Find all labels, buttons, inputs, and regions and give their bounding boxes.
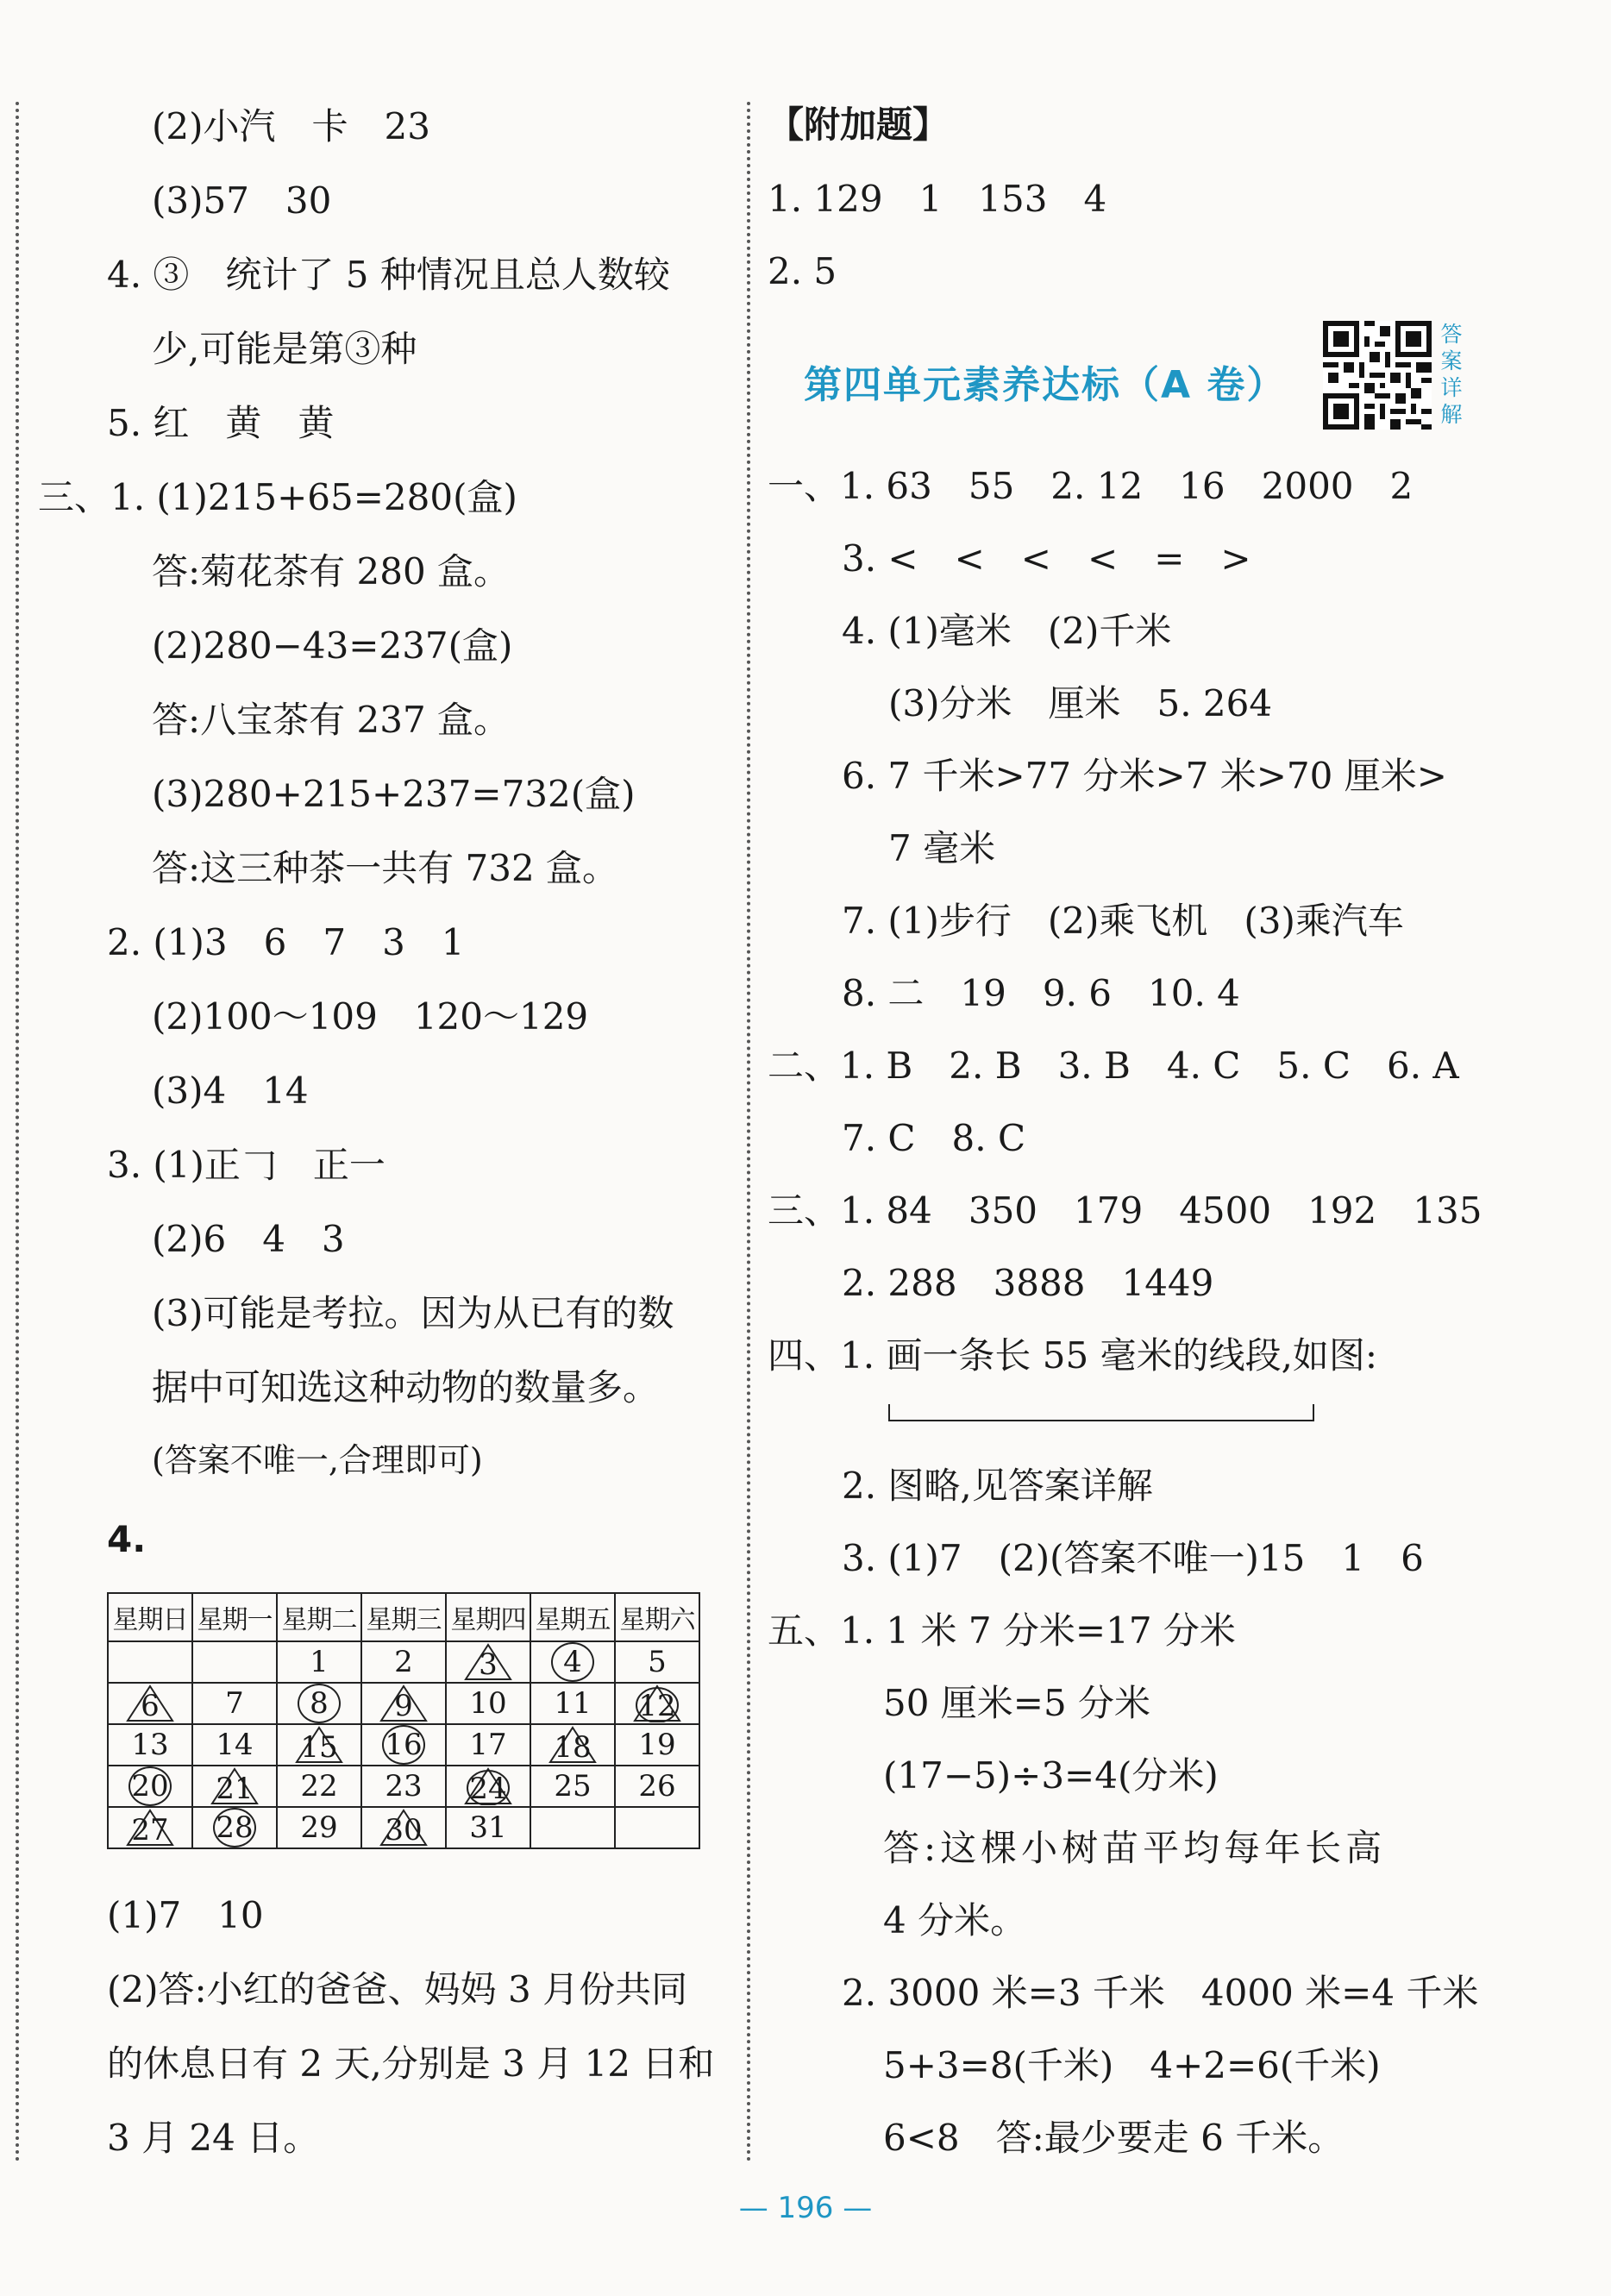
- qr-caption-char: 案: [1440, 348, 1463, 373]
- calendar-table: [107, 1592, 700, 1849]
- answer-line: 的休息日有 2 天,分别是 3 月 12 日和: [107, 2042, 715, 2085]
- calendar-day: 1: [277, 1641, 361, 1683]
- answer-line: (3)57 30: [152, 179, 332, 222]
- answer-line: 5. 红 黄 黄: [107, 402, 335, 444]
- answer-line: (3)280+215+237=732(盒): [152, 773, 636, 815]
- answer-line: 一、1. 63 55 2. 12 16 2000 2: [768, 465, 1414, 507]
- calendar-day-number: 9: [394, 1688, 413, 1723]
- answer-line: 四、1. 画一条长 55 毫米的线段,如图:: [768, 1334, 1378, 1377]
- triangle-mark: [379, 1684, 428, 1722]
- answer-line: 4.: [107, 1518, 147, 1560]
- answer-line: (2)答:小红的爸爸、妈妈 3 月份共同: [107, 1968, 688, 2011]
- calendar-body: [108, 1641, 699, 1848]
- answer-line: (3)4 14: [152, 1070, 309, 1112]
- calendar-day: [277, 1724, 361, 1766]
- calendar-day-number: 12: [638, 1688, 676, 1723]
- answer-line: 据中可知选这种动物的数量多。: [152, 1366, 660, 1408]
- calendar-header: 星期四: [446, 1593, 530, 1641]
- circle-mark: 28: [213, 1808, 256, 1847]
- calendar-day: [615, 1807, 699, 1848]
- calendar-day: [530, 1807, 615, 1848]
- calendar-header: 星期六: [615, 1593, 699, 1641]
- calendar-row: [108, 1807, 699, 1848]
- answer-line: 二、1. B 2. B 3. B 4. C 5. C 6. A: [768, 1044, 1459, 1087]
- answer-line: 答:这三种茶一共有 732 盒。: [152, 847, 619, 889]
- page-number: — 196 —: [738, 2191, 873, 2225]
- answer-line: (答案不唯一,合理即可): [152, 1441, 483, 1479]
- answer-line: 三、1. 84 350 179 4500 192 135: [768, 1189, 1482, 1232]
- answer-line: 2. 3000 米=3 千米 4000 米=4 千米: [842, 1972, 1479, 2014]
- answer-line: 答:这棵小树苗平均每年长高: [883, 1827, 1387, 1869]
- calendar-day: [446, 1641, 530, 1683]
- circle-mark: 8: [298, 1684, 341, 1723]
- calendar-day: 10: [446, 1683, 530, 1724]
- left-margin-divider: [16, 102, 19, 2163]
- answer-line: 三、1. (1)215+65=280(盒): [38, 476, 517, 518]
- calendar-day-number: 18: [554, 1729, 592, 1765]
- calendar-row: [108, 1683, 699, 1724]
- calendar-header: 星期日: [108, 1593, 192, 1641]
- answer-line: (2)280−43=237(盒): [152, 624, 513, 667]
- calendar-day: [446, 1766, 530, 1807]
- calendar-row: [108, 1641, 699, 1683]
- calendar-day: [530, 1641, 615, 1683]
- calendar-day: [192, 1807, 277, 1848]
- calendar-day: [108, 1766, 192, 1807]
- line-segment-figure: [888, 1404, 1314, 1421]
- calendar-day: 13: [108, 1724, 192, 1766]
- calendar-day: [108, 1807, 192, 1848]
- circle-mark: 4: [551, 1642, 594, 1682]
- answer-line: 3. (1)7 (2)(答案不唯一)15 1 6: [842, 1537, 1424, 1579]
- calendar-day: 29: [277, 1807, 361, 1848]
- calendar-day-number: 6: [141, 1688, 160, 1723]
- calendar-day: [277, 1683, 361, 1724]
- qr-code-icon[interactable]: [1323, 321, 1432, 430]
- triangle-mark: [295, 1726, 343, 1764]
- calendar-day-number: 30: [385, 1812, 423, 1847]
- calendar-day: 26: [615, 1766, 699, 1807]
- calendar-header: 星期一: [192, 1593, 277, 1641]
- answer-line: 7 毫米: [888, 827, 996, 869]
- answer-line: 5+3=8(千米) 4+2=6(千米): [883, 2044, 1381, 2086]
- answer-line: 4 分米。: [883, 1899, 1027, 1942]
- calendar-day: [108, 1683, 192, 1724]
- circle-mark: 20: [129, 1766, 172, 1806]
- answer-line: 7. (1)步行 (2)乘飞机 (3)乘汽车: [842, 900, 1404, 942]
- qr-caption-char: 解: [1440, 402, 1463, 427]
- triangle-mark: [464, 1643, 512, 1681]
- section-heading: 第四单元素养达标（A 卷）: [804, 363, 1287, 407]
- triangle-mark: [379, 1809, 428, 1847]
- calendar-day: [361, 1724, 446, 1766]
- answer-line: 6<8 答:最少要走 6 千米。: [883, 2117, 1345, 2159]
- qr-caption: [1437, 321, 1466, 428]
- triangle-mark: [210, 1767, 259, 1805]
- triangle-mark: [126, 1684, 174, 1722]
- answer-line: 2. 288 3888 1449: [842, 1262, 1214, 1304]
- calendar-header: 星期二: [277, 1593, 361, 1641]
- calendar-row: [108, 1766, 699, 1807]
- answer-line: 4. (1)毫米 (2)千米: [842, 610, 1172, 652]
- calendar-header: 星期三: [361, 1593, 446, 1641]
- calendar-day-number: 3: [479, 1647, 498, 1682]
- calendar-day: 19: [615, 1724, 699, 1766]
- answer-line: (2)6 4 3: [152, 1218, 345, 1260]
- calendar-row: [108, 1724, 699, 1766]
- calendar-day: [108, 1641, 192, 1683]
- answer-line: 2. 图略,见答案详解: [842, 1465, 1153, 1507]
- calendar-day-number: 24: [469, 1771, 507, 1806]
- triangle-mark: [548, 1726, 597, 1764]
- answer-line: 3 月 24 日。: [107, 2117, 320, 2159]
- answer-line: 答:菊花茶有 280 盒。: [152, 550, 511, 593]
- circle-mark: 16: [382, 1725, 425, 1765]
- answer-line: (1)7 10: [107, 1894, 264, 1936]
- triangle-mark: [464, 1767, 512, 1805]
- calendar-day: 22: [277, 1766, 361, 1807]
- calendar-day: 2: [361, 1641, 446, 1683]
- calendar-day-number: 15: [300, 1729, 338, 1765]
- triangle-mark: [126, 1809, 174, 1847]
- answer-line: 8. 二 19 9. 6 10. 4: [842, 972, 1240, 1014]
- answer-line: 2. 5: [768, 250, 837, 292]
- answer-line: (3)可能是考拉。因为从已有的数: [152, 1292, 674, 1334]
- bonus-heading: 【附加题】: [768, 104, 950, 146]
- answer-line: 7. C 8. C: [842, 1117, 1026, 1159]
- qr-caption-char: 详: [1440, 375, 1463, 400]
- answer-line: (3)分米 厘米 5. 264: [888, 682, 1273, 725]
- answer-line: 3. < < < < = >: [842, 537, 1251, 580]
- answer-line: 少,可能是第③种: [152, 328, 417, 370]
- calendar-day: 14: [192, 1724, 277, 1766]
- answer-line: 3. (1)正𠃌 正一: [107, 1144, 386, 1186]
- calendar-day-number: 27: [131, 1812, 169, 1847]
- calendar-day: 25: [530, 1766, 615, 1807]
- answer-line: 50 厘米=5 分米: [883, 1682, 1151, 1724]
- answer-line: 4. ③ 统计了 5 种情况且总人数较: [107, 254, 670, 296]
- calendar-day: 5: [615, 1641, 699, 1683]
- calendar-day-number: 21: [216, 1771, 254, 1806]
- calendar-header-row: [108, 1593, 699, 1641]
- answer-line: 6. 7 千米>77 分米>7 米>70 厘米>: [842, 755, 1447, 797]
- calendar-day: 11: [530, 1683, 615, 1724]
- calendar-day: [192, 1641, 277, 1683]
- column-divider: [747, 102, 750, 2163]
- calendar-day: 23: [361, 1766, 446, 1807]
- calendar-day: [361, 1807, 446, 1848]
- answer-line: (2)小汽 卡 23: [152, 105, 430, 147]
- triangle-mark: [633, 1684, 681, 1722]
- answer-line: 2. (1)3 6 7 3 1: [107, 921, 465, 963]
- calendar-day: [530, 1724, 615, 1766]
- answer-line: (2)100～109 120～129: [152, 995, 589, 1038]
- answer-line: 五、1. 1 米 7 分米=17 分米: [768, 1609, 1236, 1652]
- answer-line: 1. 129 1 153 4: [768, 178, 1107, 220]
- calendar-header: 星期五: [530, 1593, 615, 1641]
- answer-line: 答:八宝茶有 237 盒。: [152, 699, 511, 741]
- calendar-day: [192, 1766, 277, 1807]
- calendar-day: [615, 1683, 699, 1724]
- calendar-day: [361, 1683, 446, 1724]
- calendar-day: 7: [192, 1683, 277, 1724]
- calendar-day: 31: [446, 1807, 530, 1848]
- qr-caption-char: 答: [1440, 322, 1463, 347]
- answer-line: (17−5)÷3=4(分米): [883, 1754, 1219, 1797]
- calendar-day: 17: [446, 1724, 530, 1766]
